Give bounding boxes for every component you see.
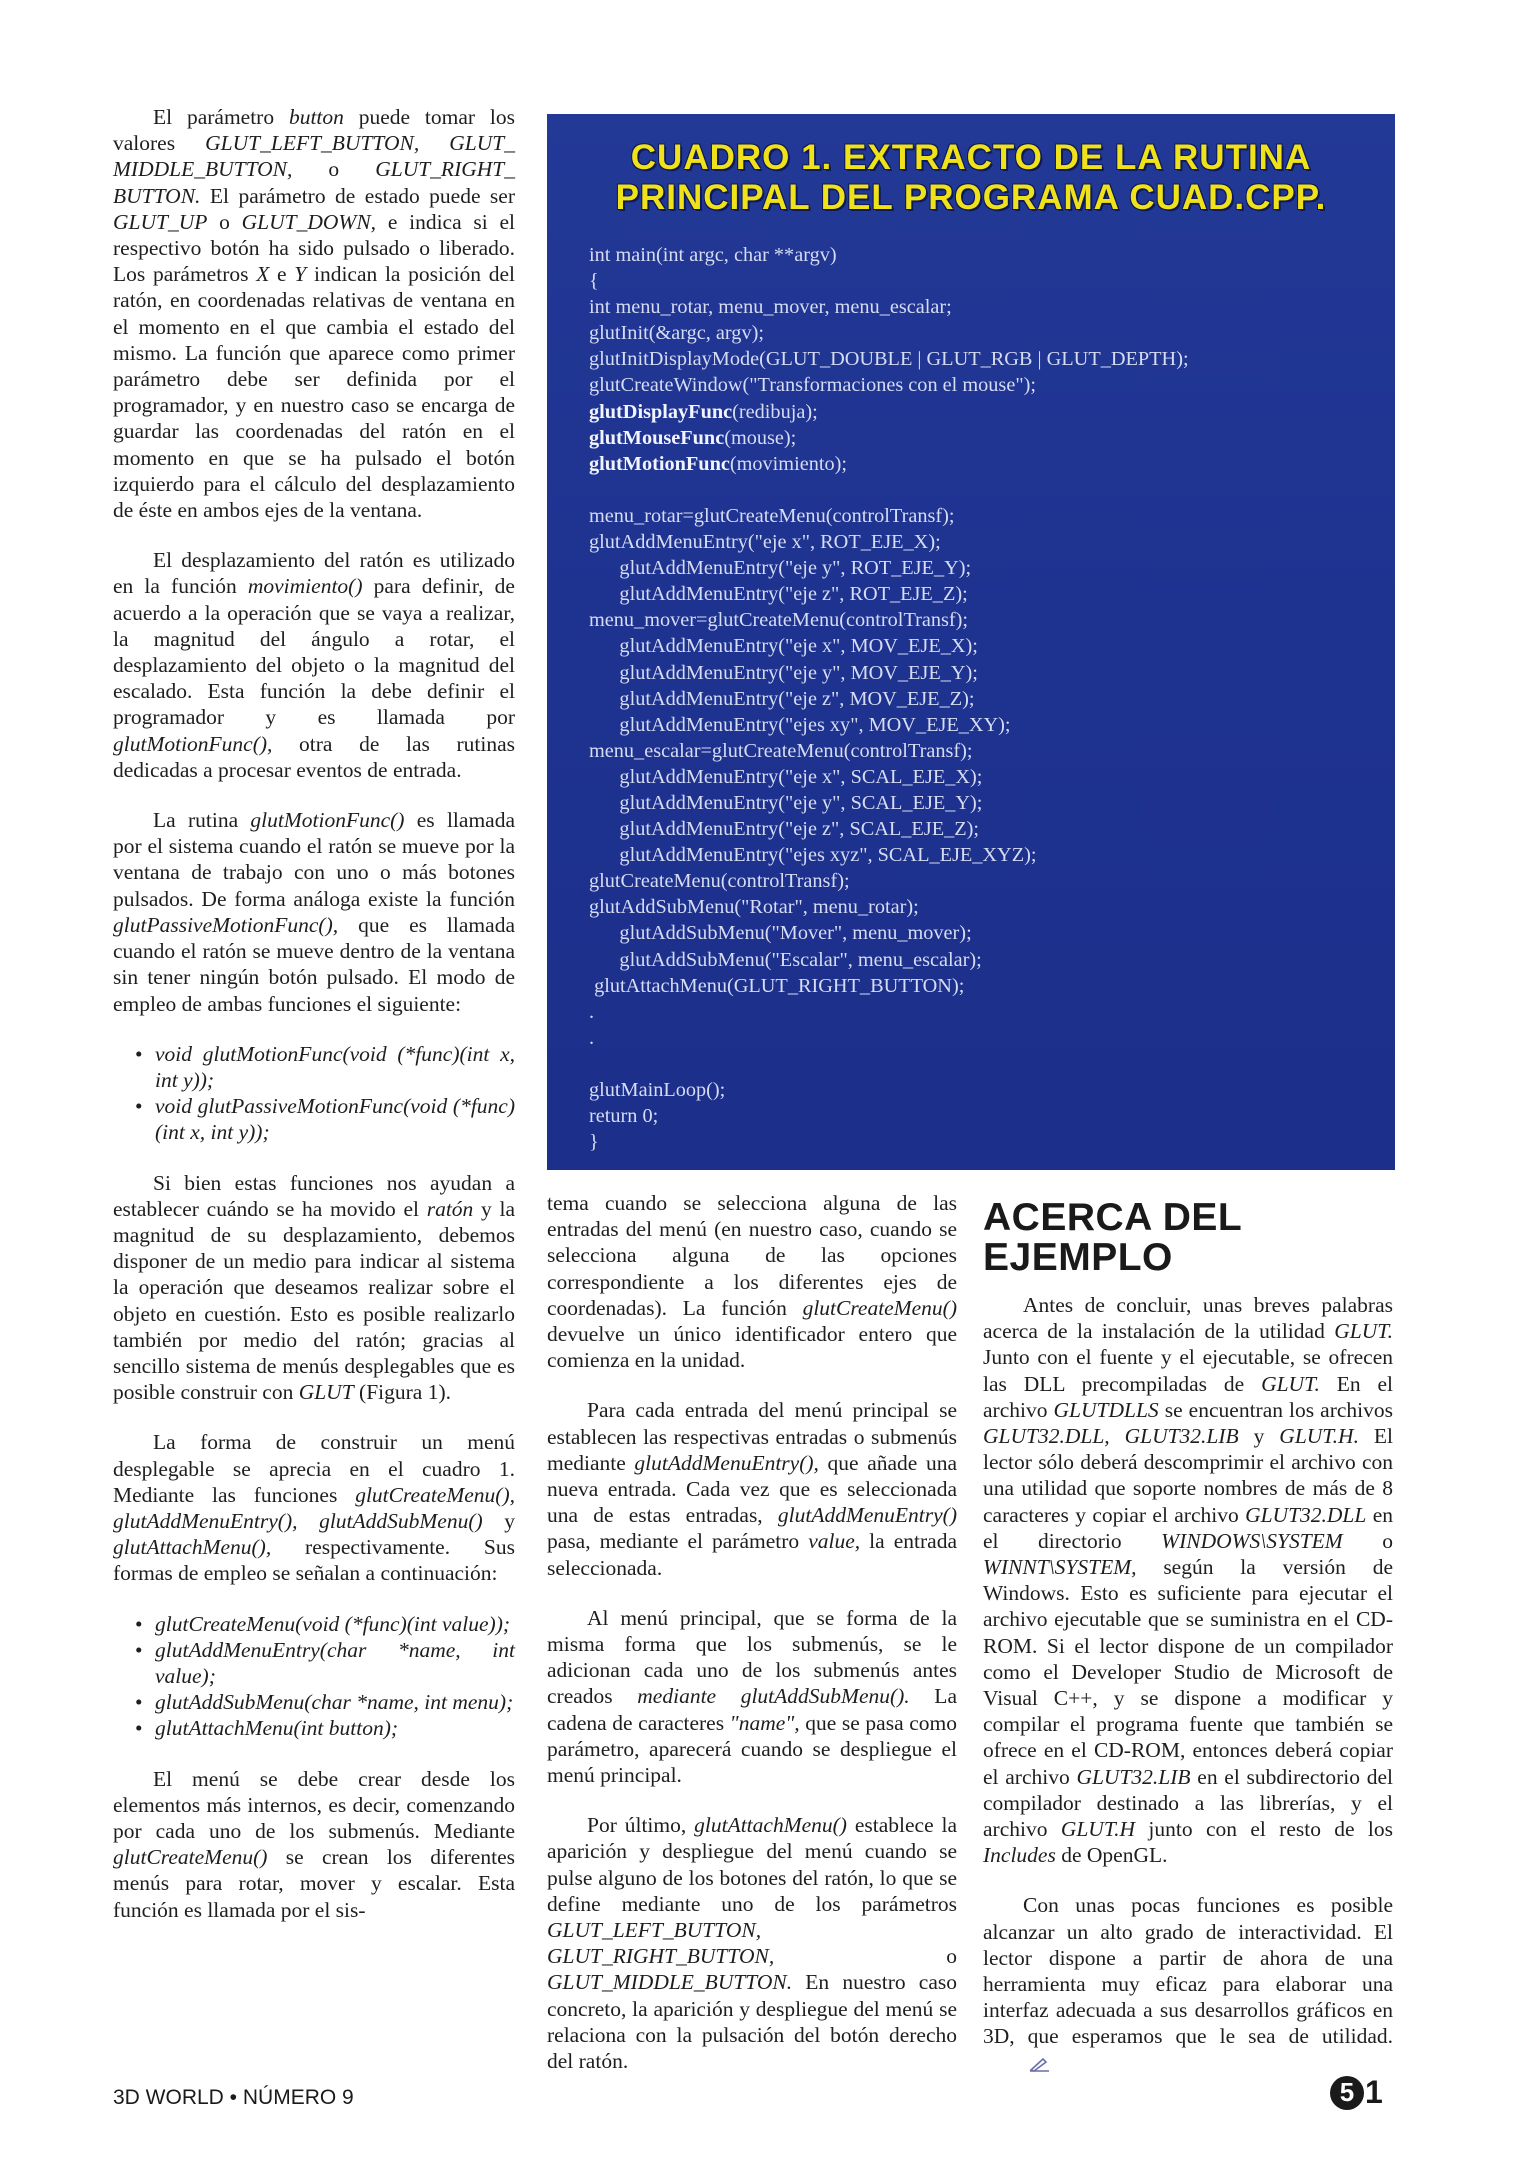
text-run: en el directorio: [983, 1502, 1393, 1553]
italic-run: "name",: [729, 1710, 800, 1735]
paragraph: [547, 1397, 957, 1580]
text-run: y: [482, 1508, 515, 1533]
text-run: que añade una nueva entrada. Cada vez que es seleccionada una de estas entradas,: [547, 1450, 957, 1528]
text-run: o: [1342, 1528, 1393, 1553]
italic-run: glutAttachMenu(),: [113, 1535, 272, 1560]
code-line: glutAttachMenu(GLUT_RIGHT_BUTTON);: [589, 974, 965, 997]
box-title: [547, 138, 1395, 218]
text-run: Al menú principal, que se forma de la misma forma que los submenús, se le adicionan cada uno de los submenús antes creados: [547, 1605, 957, 1709]
heading-line: EJEMPLO: [983, 1236, 1173, 1279]
code-box: [547, 114, 1395, 1170]
column-left: [113, 104, 515, 1947]
text-run: e indica si el respectivo botón ha sido pulsado o liberado. Los parámetros: [113, 209, 516, 287]
paragraph: [113, 1766, 515, 1923]
code-line: glutAddMenuEntry("ejes xyz", SCAL_EJE_XYZ);: [589, 844, 1037, 867]
code-line: glutAddMenuEntry("eje x", MOV_EJE_X);: [589, 635, 978, 658]
code-line: glutAddMenuEntry("eje x", SCAL_EJE_X);: [589, 765, 983, 788]
paragraph: [547, 1605, 957, 1788]
text-run: El desplazamiento del ratón es utilizado en la función: [113, 548, 515, 599]
code-line: glutAddSubMenu("Rotar", menu_rotar);: [589, 896, 919, 919]
text-run: según la versión de Windows. Esto es suficiente para ejecutar el archivo ejecutable que se suministra en el CD-ROM. Si el lector dispone de un compilador como el Developer Studio de Microsoft de Visual C++, y se dispone a modificar y compilar el programa fuente que también se ofrece en el CD-ROM, entonces deberá copiar el archivo: [983, 1555, 1393, 1789]
code-line: glutMouseFunc(mouse);: [589, 426, 797, 449]
italic-run: glutMotionFunc(): [250, 808, 405, 833]
code-line: .: [589, 1000, 595, 1023]
text-run: puede tomar los valores: [113, 105, 515, 156]
list-item: • glutAttachMenu(int button);: [135, 1715, 515, 1741]
text-run: establece la aparición y despliegue del menú cuando se pulse alguno de los botones del ratón, lo que se define mediante uno de los parámetros: [547, 1813, 957, 1916]
pencil-icon: [989, 2052, 1051, 2078]
paragraph: [983, 1892, 1393, 2077]
code-line: glutInit(&argc, argv);: [589, 322, 764, 345]
text-run: respectivamente. Sus formas de empleo se señalan a continuación:: [113, 1535, 515, 1586]
code-line: glutMotionFunc(movimiento);: [589, 452, 848, 475]
code-line: glutCreateMenu(controlTransf);: [589, 870, 850, 893]
text-run: El menú se debe crear desde los elementos más internos, es decir, comenzando por cada uno de los submenús. Mediante: [113, 1766, 515, 1843]
list-item: • glutAddSubMenu(char *name, int menu);: [135, 1689, 515, 1715]
code-line: {: [589, 270, 599, 293]
italic-run: GLUT32.LIB: [1076, 1764, 1191, 1789]
text-run: se crean los diferentes menús para rotar, mover y escalar. Esta función es llamada por el sis-: [113, 1845, 515, 1922]
column-middle: [547, 1190, 957, 2098]
list-item: • glutAddMenuEntry(char *name, int value);: [135, 1637, 515, 1689]
box-title-line: PRINCIPAL DEL PROGRAMA CUAD.CPP.: [615, 178, 1327, 217]
italic-run: ratón: [426, 1196, 474, 1221]
code-line: glutAddMenuEntry("eje y", MOV_EJE_Y);: [589, 661, 978, 684]
text-run: o: [207, 209, 242, 234]
text-run: para definir, de acuerdo a la operación que se vaya a realizar, la magnitud del ángulo a rotar, el desplazamiento del objeto o la magnitud del escalado. Esta función la debe definir el programador y es llamada por: [113, 574, 515, 730]
code-line: glutAddMenuEntry("eje z", SCAL_EJE_Z);: [589, 818, 980, 841]
page-number-digit: 1: [1365, 2074, 1383, 2110]
text-run: (Figura 1).: [353, 1380, 451, 1405]
paragraph: [113, 104, 515, 523]
paragraph: [113, 547, 515, 783]
code-line: glutAddMenuEntry("eje z", MOV_EJE_Z);: [589, 687, 975, 710]
text-run: Para cada entrada del menú principal se establecen las respectivas entradas o submenús mediante: [547, 1398, 957, 1475]
paragraph: [547, 1190, 957, 1373]
italic-run: value,: [808, 1529, 861, 1554]
italic-run: GLUT: [298, 1380, 354, 1405]
paragraph: [113, 807, 515, 1017]
code-line: glutAddSubMenu("Escalar", menu_escalar);: [589, 948, 982, 971]
code-line: int menu_rotar, menu_mover, menu_escalar;: [589, 296, 952, 319]
code-line: }: [589, 1131, 599, 1154]
section-heading: [983, 1198, 1242, 1278]
page-number: [1330, 2074, 1383, 2111]
code-line: [589, 477, 1379, 503]
paragraph: [113, 1170, 515, 1406]
text-run: o: [292, 157, 376, 182]
code-line: glutInitDisplayMode(GLUT_DOUBLE | GLUT_RGB | GLUT_DEPTH);: [589, 348, 1189, 371]
text-run: El parámetro de estado puede ser: [200, 183, 515, 208]
italic-run: GLUT_LEFT_BUTTON, GLUT_ MIDDLE_BUTTON,: [113, 131, 515, 182]
text-run: La cadena de caracteres: [547, 1684, 957, 1735]
list-item: • void glutPassiveMotionFunc(void (*func)(int x, int y));: [135, 1093, 515, 1145]
text-run: otra de las rutinas dedicadas a procesar eventos de entrada.: [113, 731, 515, 782]
code-line: return 0;: [589, 1105, 659, 1128]
italic-run: X: [256, 262, 270, 287]
text-run: y la magnitud de su desplazamiento, debemos disponer de un medio para indicar al sistema la operación que deseamos realizar sobre el objeto en cuestión. Esto es posible realizarlo también por medio del ratón; gracias al sencillo sistema de menús desplegables que es posible construir con: [113, 1196, 515, 1405]
italic-run: GLUTDLLS: [1053, 1397, 1159, 1422]
text-run: El parámetro: [153, 105, 289, 129]
code-line: menu_mover=glutCreateMenu(controlTransf);: [589, 609, 969, 632]
text-run: tema cuando se selecciona alguna de las entradas del menú (en nuestro caso, cuando se selecciona alguna de las opciones correspondiente a los diferentes ejes de coordenadas). La función: [547, 1191, 957, 1320]
italic-run: glutPassiveMotionFunc(),: [113, 912, 339, 937]
text-run: la entrada seleccionada.: [547, 1529, 957, 1580]
paragraph: [547, 1812, 957, 2074]
text-run: En el archivo: [983, 1371, 1393, 1422]
italic-run: WINNT\SYSTEM,: [983, 1555, 1137, 1580]
italic-run: GLUT_RIGHT_ BUTTON.: [113, 157, 515, 208]
paragraph: [113, 1429, 515, 1586]
code-line: glutAddMenuEntry("eje z", ROT_EJE_Z);: [589, 583, 968, 606]
code-line: glutAddMenuEntry("ejes xy", MOV_EJE_XY);: [589, 713, 1011, 736]
code-line: int main(int argc, char **argv): [589, 244, 837, 266]
italic-run: GLUT.H.: [1279, 1424, 1359, 1449]
italic-run: glutCreateMenu(): [113, 1845, 268, 1870]
bullet-list: [113, 1611, 515, 1742]
italic-run: GLUT.H: [1060, 1817, 1136, 1842]
italic-run: button: [288, 105, 344, 129]
page-number-circle: 5: [1330, 2076, 1364, 2110]
italic-run: glutCreateMenu(): [802, 1295, 957, 1320]
italic-run: glutMotionFunc(),: [113, 731, 273, 756]
italic-run: GLUT_UP: [113, 209, 208, 234]
text-run: La forma de construir un menú desplegable se aprecia en el cuadro 1. Mediante las funciones: [113, 1430, 515, 1507]
text-run: La rutina: [153, 808, 251, 833]
text-run: e: [269, 262, 295, 287]
text-run: o: [774, 1944, 957, 1969]
text-run: Si bien estas funciones nos ayudan a establecer cuándo se ha movido el: [113, 1170, 515, 1221]
italic-run: GLUT_MIDDLE_BUTTON.: [547, 1970, 793, 1995]
italic-run: glutAddMenuEntry(): [777, 1503, 957, 1528]
column-right: [983, 1292, 1393, 2102]
text-run: en el subdirectorio del compilador destinado a las librerías, y el archivo: [983, 1764, 1393, 1842]
footer-publication: 3D WORLD • NÚMERO 9: [113, 2086, 354, 2109]
code-line: glutAddSubMenu("Mover", menu_mover);: [589, 922, 972, 945]
italic-run: glutAttachMenu(): [694, 1813, 847, 1838]
code-line: menu_escalar=glutCreateMenu(controlTransf);: [589, 739, 973, 762]
code-line: menu_rotar=glutCreateMenu(controlTransf);: [589, 504, 955, 527]
code-line: glutAddMenuEntry("eje y", SCAL_EJE_Y);: [589, 791, 983, 814]
text-run: que es llamada cuando el ratón se mueve dentro de la ventana sin tener ningún botón pulsado. El modo de empleo de ambas funciones el siguiente:: [113, 912, 515, 1016]
bullet-list: [113, 1041, 515, 1146]
text-run: de OpenGL.: [1055, 1843, 1168, 1868]
code-line: glutAddMenuEntry("eje y", ROT_EJE_Y);: [589, 557, 972, 580]
text-run: indican la posición del ratón, en coordenadas relativas de ventana en el momento en el que cambia el estado del mismo. La función que aparece como primer parámetro debe ser definida por el programador, y en nuestro caso se encarga de guardar las coordenadas del ratón en el momento en que se ha pulsado el botón izquierdo para el cálculo del desplazamiento de éste en ambos ejes de la ventana.: [113, 262, 516, 523]
italic-run: Y: [294, 262, 307, 287]
code-line: glutCreateWindow("Transformaciones con el mouse");: [589, 374, 1036, 397]
code-line: .: [589, 1026, 595, 1049]
text-run: Junto con el fuente y el ejecutable, se ofrecen las DLL precompiladas de: [983, 1345, 1393, 1396]
text-run: y: [1238, 1424, 1280, 1449]
text-run: Por último,: [587, 1813, 695, 1838]
list-item: • glutCreateMenu(void (*func)(int value));: [135, 1611, 515, 1637]
italic-run: Includes: [983, 1843, 1056, 1868]
code-listing: [589, 242, 1379, 1155]
code-line: glutAddMenuEntry("eje x", ROT_EJE_X);: [589, 531, 941, 554]
code-line: glutMainLoop();: [589, 1079, 726, 1101]
paragraph: [983, 1292, 1393, 1868]
italic-run: WINDOWS\SYSTEM: [1161, 1528, 1343, 1553]
italic-run: mediante glutAddSubMenu().: [637, 1684, 910, 1709]
italic-run: GLUT32.DLL, GLUT32.LIB: [983, 1424, 1239, 1449]
box-title-line: CUADRO 1. EXTRACTO DE LA RUTINA: [630, 138, 1312, 177]
text-run: En nuestro caso concreto, la aparición y despliegue del menú se relaciona con la pulsación del botón derecho del ratón.: [547, 1970, 957, 2074]
text-run: El lector sólo deberá descomprimir el archivo con una utilidad que soporte nombres de más de 8 caracteres y copiar el archivo: [983, 1424, 1393, 1527]
text-run: es llamada por el sistema cuando el ratón se mueve por la ventana de trabajo con uno o más botones pulsados. De forma análoga existe la función: [113, 808, 515, 911]
italic-run: movimiento(): [247, 574, 363, 599]
italic-run: GLUT_DOWN,: [241, 209, 377, 234]
text-run: pasa, mediante el parámetro: [547, 1529, 809, 1554]
italic-run: GLUT.: [1261, 1371, 1320, 1396]
list-item: • void glutMotionFunc(void (*func)(int x, int y));: [135, 1041, 515, 1093]
italic-run: glutCreateMenu(), glutAddMenuEntry(), glutAddSubMenu(): [113, 1482, 515, 1533]
italic-run: GLUT.: [1334, 1319, 1393, 1344]
text-run: se encuentran los archivos: [1158, 1397, 1394, 1422]
text-run: junto con el resto de los: [1135, 1817, 1394, 1842]
text-run: Con unas pocas funciones es posible alcanzar un alto grado de interactividad. El lector dispone a partir de ahora de una herramienta muy eficaz para elaborar una interfaz adecuada a sus desarrollos gráficos en 3D, que esperamos que le sea de utilidad.: [983, 1893, 1393, 2049]
code-line: [589, 1051, 1379, 1077]
italic-run: glutAddMenuEntry(),: [634, 1450, 819, 1475]
italic-run: GLUT32.DLL: [1245, 1502, 1367, 1527]
text-run: que se pasa como parámetro, aparecerá cuando se despliegue el menú principal.: [547, 1710, 957, 1788]
text-run: devuelve un único identificador entero que comienza en la unidad.: [547, 1322, 957, 1373]
italic-run: GLUT_LEFT_BUTTON, GLUT_RIGHT_BUTTON,: [547, 1918, 775, 1969]
code-line: glutDisplayFunc(redibuja);: [589, 400, 818, 423]
text-run: Antes de concluir, unas breves palabras acerca de la instalación de la utilidad: [983, 1293, 1393, 1344]
heading-line: ACERCA DEL: [983, 1196, 1243, 1239]
